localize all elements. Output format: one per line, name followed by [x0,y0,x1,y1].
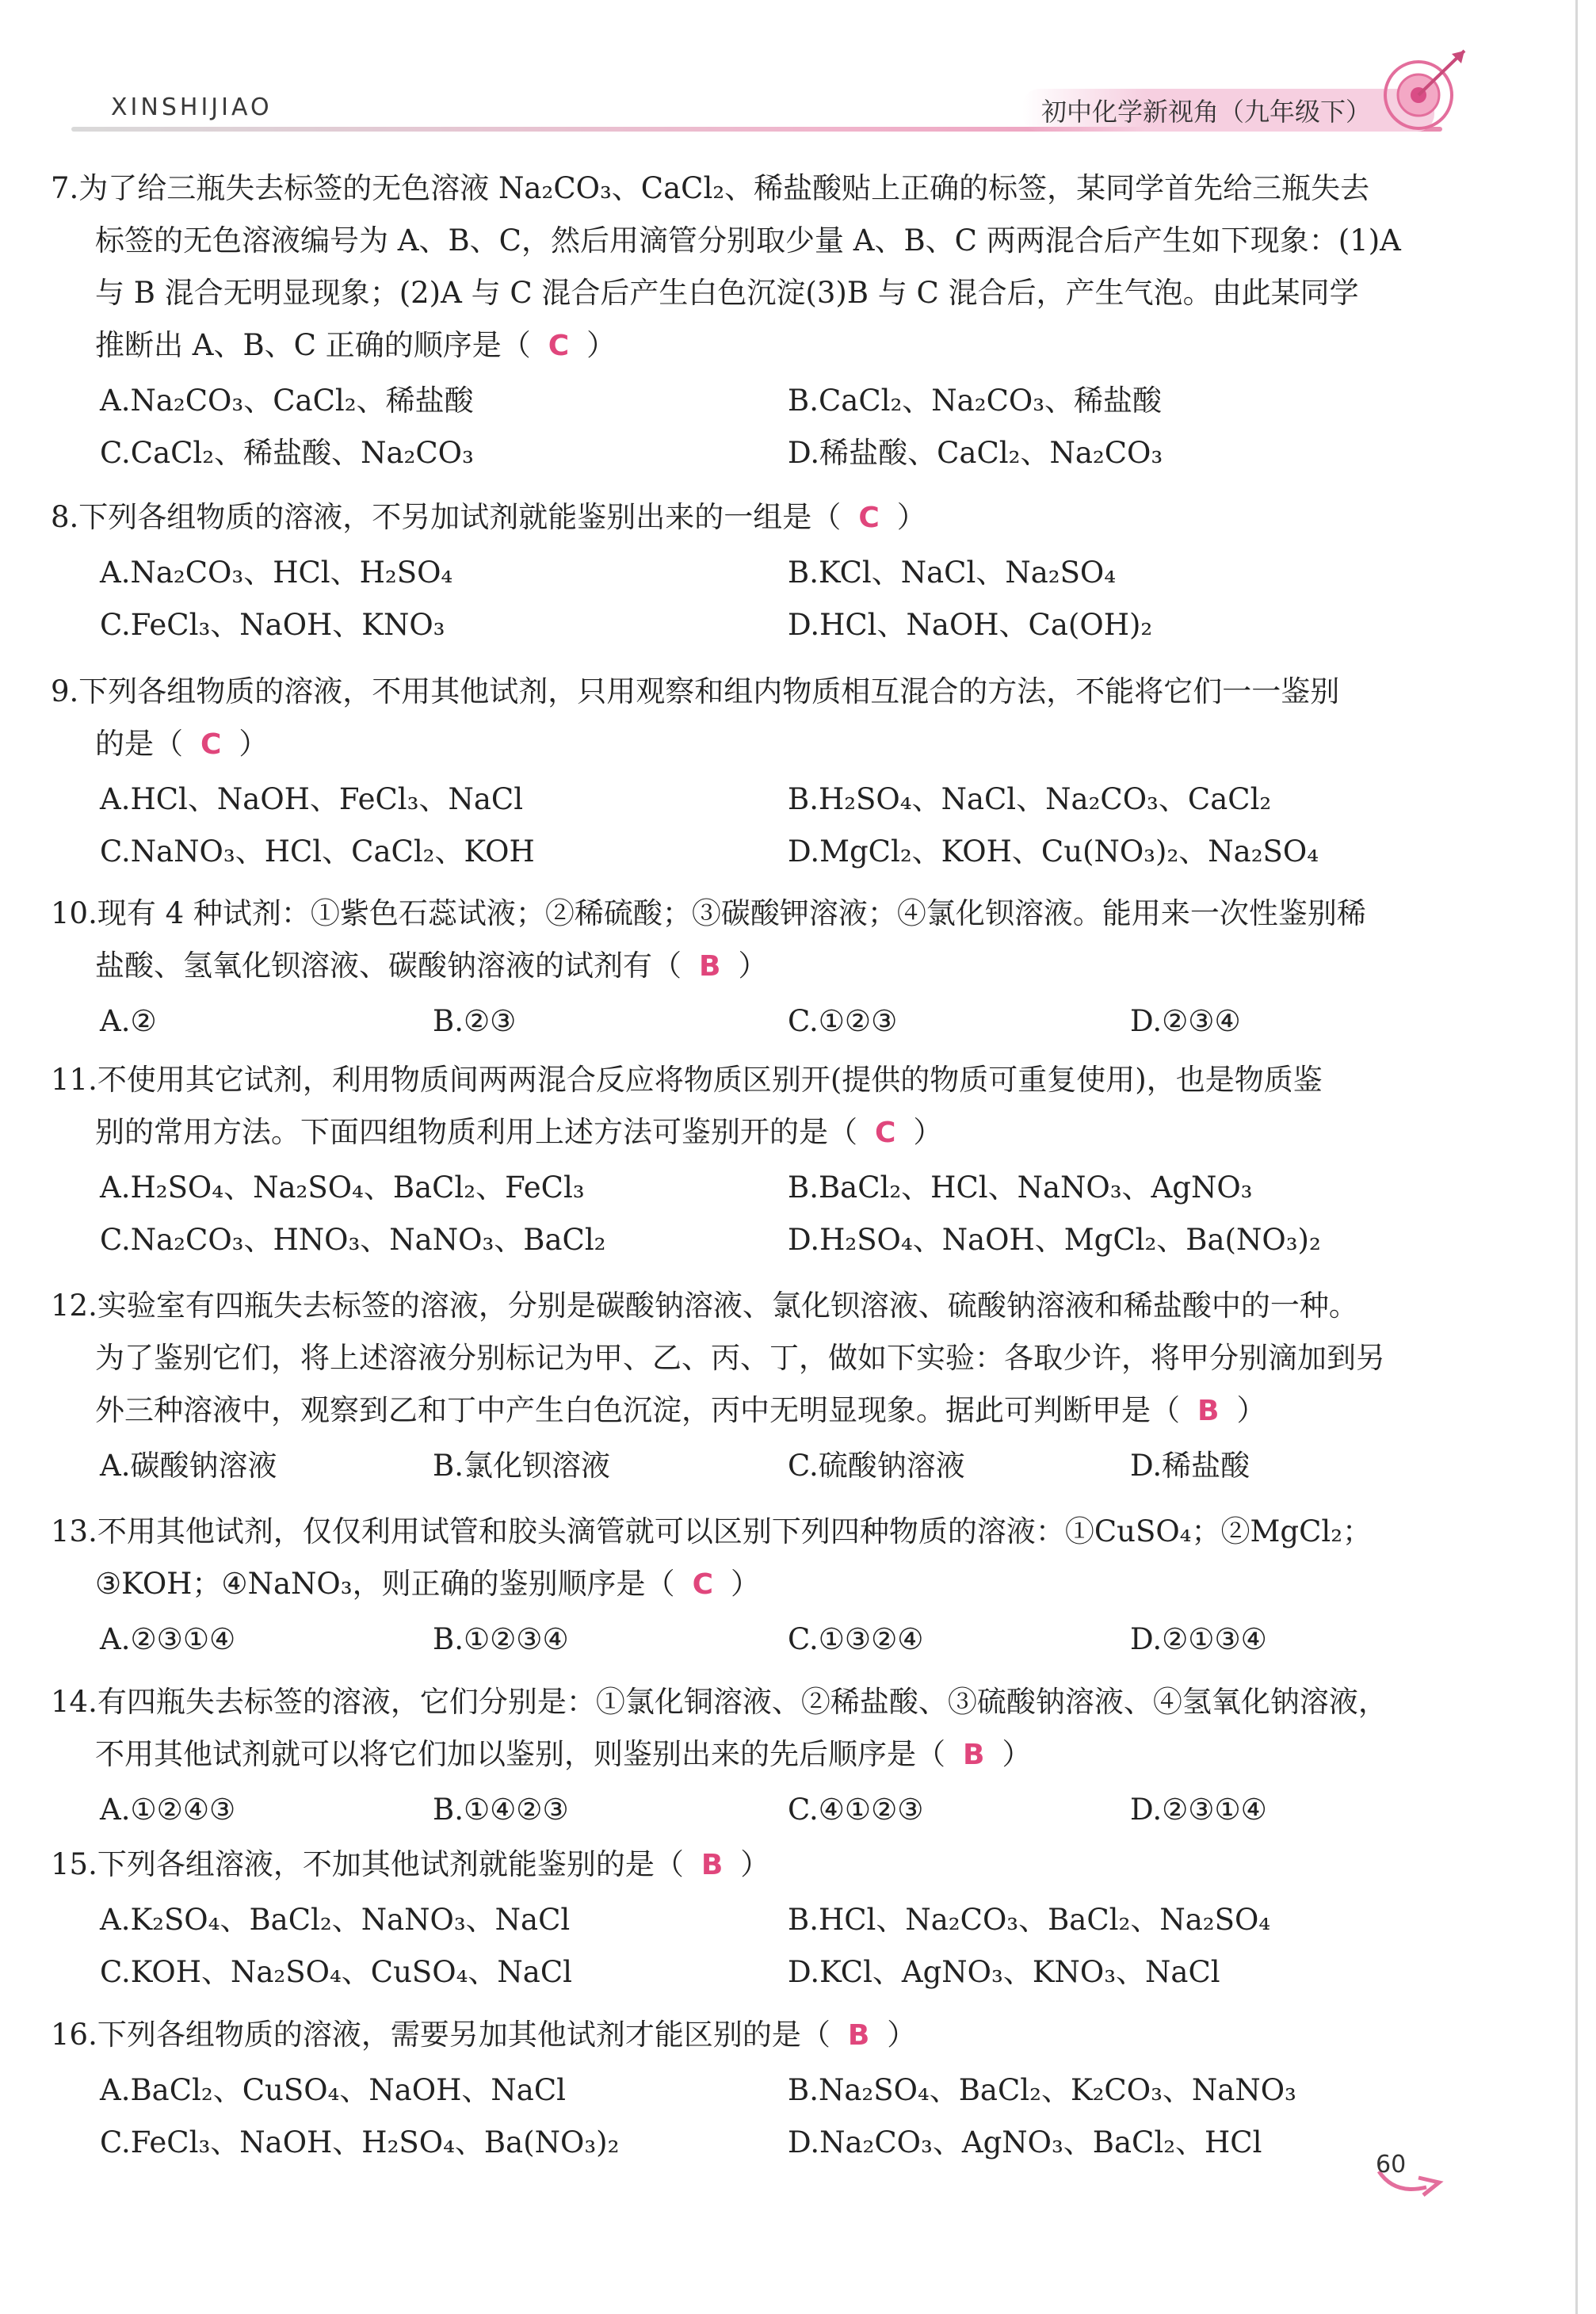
question-7-line [95,319,616,372]
option-B: B.①②③④ [433,1622,569,1656]
answer-mark: C [692,1568,713,1601]
question-text: 10.现有 4 种试剂：①紫色石蕊试液；②稀硫酸；③碳酸钾溶液；④氯化钡溶液。能用来一次性鉴别稀 [51,896,1366,930]
option-C: C.Na₂CO₃、HNO₃、NaNO₃、BaCl₂ [100,1223,606,1257]
answer-mark: B [963,1739,985,1771]
question-11-line [51,1054,1323,1106]
option-C: C.①③②④ [788,1622,924,1656]
paren-close: ） [896,500,926,534]
option-D: D.②③④ [1130,1004,1241,1038]
paren-close: ） [239,727,269,761]
question-10-line [51,888,1366,940]
question-text: 9.下列各组物质的溶液，不用其他试剂，只用观察和组内物质相互混合的方法，不能将它们一一鉴别 [51,674,1340,708]
question-text: 12.实验室有四瓶失去标签的溶液，分别是碳酸钠溶液、氯化钡溶液、硫酸钠溶液和稀盐酸中的一种。 [51,1289,1358,1323]
question-text: 不用其他试剂就可以将它们加以鉴别，则鉴别出来的先后顺序是（ [95,1737,945,1771]
option-C: C.FeCl₃、NaOH、H₂SO₄、Ba(NO₃)₂ [100,2125,620,2159]
question-text: 盐酸、氢氧化钡溶液、碳酸钠溶液的试剂有（ [95,949,682,983]
question-text: 13.不用其他试剂，仅仅利用试管和胶头滴管就可以区别下列四种物质的溶液：①CuSO₄；②MgCl₂； [51,1514,1373,1548]
option-D: D.MgCl₂、KOH、Cu(NO₃)₂、Na₂SO₄ [788,834,1319,869]
question-text: 与 B 混合无明显现象；(2)A 与 C 混合后产生白色沉淀(3)B 与 C 混合后，产生气泡。由此某同学 [95,276,1359,310]
option-D: D.HCl、NaOH、Ca(OH)₂ [788,608,1153,642]
page-number: 60 [1376,2151,1407,2178]
question-text: 14.有四瓶失去标签的溶液，它们分别是：①氯化铜溶液、②稀盐酸、③硫酸钠溶液、④氢氧化钠溶液， [51,1685,1388,1719]
option-D: D.稀盐酸 [1130,1449,1250,1483]
question-text: 7.为了给三瓶失去标签的无色溶液 Na₂CO₃、CaCl₂、稀盐酸贴上正确的标签，某同学首先给三瓶失去 [51,171,1370,205]
answer-mark: B [701,1849,724,1881]
option-D: D.②①③④ [1130,1622,1267,1656]
question-text: 的是（ [95,727,183,761]
paren-close: ） [738,949,768,983]
option-A: A.Na₂CO₃、HCl、H₂SO₄ [100,556,453,590]
option-A: A.①②④③ [100,1793,236,1827]
answer-mark: C [200,728,222,761]
paren-close: ） [913,1115,943,1149]
option-B: B.CaCl₂、Na₂CO₃、稀盐酸 [788,384,1163,418]
option-A: A.H₂SO₄、Na₂SO₄、BaCl₂、FeCl₃ [100,1170,585,1205]
answer-mark: C [858,502,880,534]
option-B: B.氯化钡溶液 [433,1449,610,1483]
question-text: 标签的无色溶液编号为 A、B、C，然后用滴管分别取少量 A、B、C 两两混合后产生如下现象：(1)A [95,223,1401,258]
option-A: A.HCl、NaOH、FeCl₃、NaCl [100,782,524,816]
question-text: 16.下列各组物质的溶液，需要另加其他试剂才能区别的是（ [51,2018,830,2052]
question-15-line [51,1839,769,1892]
option-C: C.NaNO₃、HCl、CaCl₂、KOH [100,834,535,869]
option-A: A.K₂SO₄、BaCl₂、NaNO₃、NaCl [100,1903,571,1937]
question-text: 15.下列各组溶液，不加其他试剂就能鉴别的是（ [51,1847,684,1881]
option-B: B.KCl、NaCl、Na₂SO₄ [788,556,1117,590]
option-D: D.KCl、AgNO₃、KNO₃、NaCl [788,1955,1220,1989]
option-D: D.Na₂CO₃、AgNO₃、BaCl₂、HCl [788,2125,1262,2159]
question-text: 为了鉴别它们，将上述溶液分别标记为甲、乙、丙、丁，做如下实验：各取少许，将甲分别滴加到另 [95,1341,1385,1375]
question-13-line [51,1506,1372,1558]
answer-mark: B [1197,1395,1220,1427]
question-text: 推断出 A、B、C 正确的顺序是（ [95,328,531,362]
option-A: A.②③①④ [100,1622,236,1656]
option-C: C.FeCl₃、NaOH、KNO₃ [100,608,445,642]
page-edge [1575,0,1578,2314]
question-16-line [51,2009,916,2062]
option-B: B.BaCl₂、HCl、NaNO₃、AgNO₃ [788,1170,1253,1205]
option-C: C.④①②③ [788,1793,924,1827]
answer-mark: C [875,1117,896,1149]
paren-close: ） [1236,1393,1266,1427]
question-14-line [95,1728,1031,1781]
option-C: C.CaCl₂、稀盐酸、Na₂CO₃ [100,436,474,470]
question-text: 11.不使用其它试剂，利用物质间两两混合反应将物质区别开(提供的物质可重复使用)，也是物质鉴 [51,1063,1323,1097]
question-13-line [95,1558,760,1611]
option-B: B.②③ [433,1004,517,1038]
question-12-line [95,1384,1266,1438]
question-7-line [51,162,1369,215]
question-text: 8.下列各组物质的溶液，不另加试剂就能鉴别出来的一组是（ [51,500,842,534]
question-9-line [95,718,268,771]
question-text: 外三种溶液中，观察到乙和丁中产生白色沉淀，丙中无明显现象。据此可判断甲是（ [95,1393,1180,1427]
question-14-line [51,1676,1388,1728]
question-7-line [95,215,1401,267]
option-C: C.①②③ [788,1004,898,1038]
option-B: B.H₂SO₄、NaCl、Na₂CO₃、CaCl₂ [788,782,1272,816]
paren-close: ） [586,328,617,362]
option-A: A.BaCl₂、CuSO₄、NaOH、NaCl [100,2073,566,2107]
option-A: A.碳酸钠溶液 [100,1449,277,1483]
option-C: C.硫酸钠溶液 [788,1449,965,1483]
answer-mark: C [548,330,570,362]
series-logo-text: XINSHIJIAO [111,94,273,121]
option-C: C.KOH、Na₂SO₄、CuSO₄、NaCl [100,1955,573,1989]
answer-mark: B [847,2019,870,2052]
question-12-line [51,1280,1358,1332]
option-D: D.稀盐酸、CaCl₂、Na₂CO₃ [788,436,1163,470]
question-11-line [95,1106,942,1159]
option-A: A.② [100,1004,157,1038]
question-text: 别的常用方法。下面四组物质利用上述方法可鉴别开的是（ [95,1115,857,1149]
paren-close: ） [730,1567,760,1601]
question-9-line [51,666,1339,718]
paren-close: ） [1002,1737,1032,1771]
option-D: D.②③①④ [1130,1793,1267,1827]
option-B: B.①④②③ [433,1793,569,1827]
option-A: A.Na₂CO₃、CaCl₂、稀盐酸 [100,384,474,418]
question-text: ③KOH；④NaNO₃，则正确的鉴别顺序是（ [95,1567,675,1601]
answer-mark: B [699,950,721,983]
question-7-line [95,267,1359,319]
question-8-line [51,491,926,544]
question-10-line [95,940,767,993]
option-D: D.H₂SO₄、NaOH、MgCl₂、Ba(NO₃)₂ [788,1223,1321,1257]
paren-close: ） [887,2018,917,2052]
book-title: 初中化学新视角（九年级下） [1022,89,1434,132]
question-12-line [95,1332,1385,1384]
option-B: B.HCl、Na₂CO₃、BaCl₂、Na₂SO₄ [788,1903,1271,1937]
paren-close: ） [740,1847,770,1881]
option-B: B.Na₂SO₄、BaCl₂、K₂CO₃、NaNO₃ [788,2073,1296,2107]
